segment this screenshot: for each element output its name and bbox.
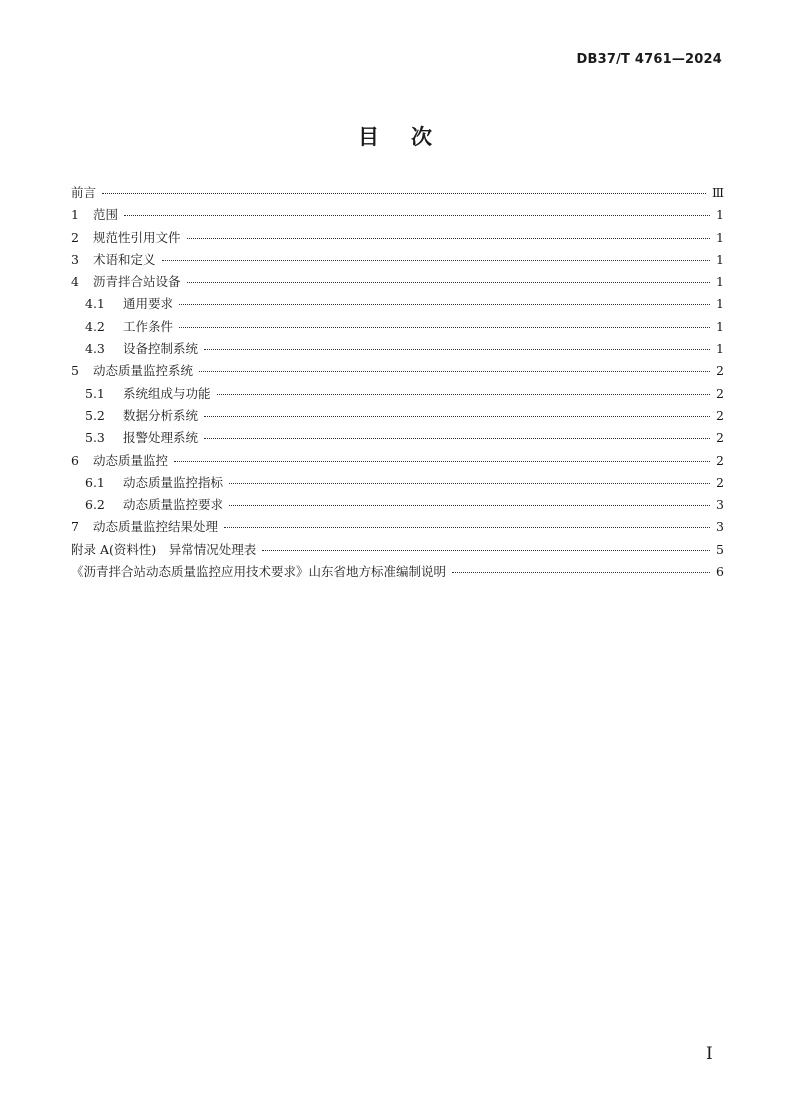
toc-entry[interactable]: [71, 451, 724, 473]
toc-dot-leader: [162, 260, 710, 261]
toc-dot-leader: [124, 215, 710, 216]
toc-entry-label: 前言: [71, 185, 97, 200]
toc-entry-page: Ⅲ: [711, 185, 724, 200]
toc-entry-label: 工作条件: [123, 318, 174, 334]
toc-entry-page: 2: [716, 430, 724, 446]
toc-entry[interactable]: [71, 406, 724, 428]
toc-entry-label: 动态质量监控系统: [93, 363, 194, 379]
toc-dot-leader: [179, 304, 710, 305]
toc-dot-leader: [229, 505, 710, 506]
toc-entry-label: 《沥青拌合站动态质量监控应用技术要求》山东省地方标准编制说明: [71, 564, 447, 580]
toc-entry-number: 1: [71, 207, 79, 223]
toc-entry-page: 6: [716, 564, 724, 580]
toc-dot-leader: [224, 527, 710, 528]
toc-entry[interactable]: [71, 384, 724, 406]
toc-entry[interactable]: [71, 339, 724, 361]
toc-dot-leader: [204, 349, 710, 350]
page-number: I: [706, 1044, 713, 1064]
toc-entry-page: 1: [716, 229, 724, 245]
toc-entry-page: 1: [716, 274, 724, 290]
toc-entry-page: 2: [716, 385, 724, 401]
toc-entry-page: 1: [716, 251, 724, 267]
toc-entry-page: 3: [716, 519, 724, 535]
toc-entry-label: 通用要求: [123, 296, 174, 312]
toc-entry-label: 附录 A(资料性) 异常情况处理表: [71, 541, 257, 557]
toc-dot-leader: [204, 438, 710, 439]
toc-dot-leader: [262, 550, 710, 551]
toc-entry[interactable]: [71, 361, 724, 383]
toc-dot-leader: [187, 238, 710, 239]
toc-entry-page: 1: [716, 318, 724, 334]
toc-entry-number: 4.3: [85, 341, 105, 357]
toc-entry[interactable]: [71, 183, 724, 205]
toc-dot-leader: [187, 282, 710, 283]
toc-entry-page: 2: [716, 452, 724, 468]
toc-entry[interactable]: [71, 205, 724, 227]
toc-entry[interactable]: [71, 495, 724, 517]
toc-dot-leader: [199, 371, 710, 372]
toc-entry-label: 范围: [93, 207, 119, 223]
toc-entry-number: 5.2: [85, 407, 105, 423]
toc-entry[interactable]: [71, 473, 724, 495]
toc-dot-leader: [217, 394, 710, 395]
toc-dot-leader: [229, 483, 710, 484]
toc-entry-number: 4: [71, 274, 79, 290]
toc-entry[interactable]: [71, 272, 724, 294]
toc-entry-label: 动态质量监控: [93, 452, 169, 468]
toc-entry-label: 术语和定义: [93, 251, 156, 267]
toc-entry-number: 4.1: [85, 296, 105, 312]
toc-entry-label: 动态质量监控要求: [123, 497, 224, 513]
toc-entry[interactable]: [71, 428, 724, 450]
toc-entry-number: 7: [71, 519, 79, 535]
toc-dot-leader: [174, 461, 710, 462]
toc-entry-label: 规范性引用文件: [93, 229, 181, 245]
toc-entry-number: 4.2: [85, 318, 105, 334]
toc-entry-number: 6.2: [85, 497, 105, 513]
toc-entry-number: 2: [71, 229, 79, 245]
toc-entry-label: 系统组成与功能: [123, 385, 211, 401]
page-title: 目次: [358, 125, 464, 149]
toc-dot-leader: [452, 572, 710, 573]
toc-entry[interactable]: [71, 317, 724, 339]
toc-entry-number: 5.3: [85, 430, 105, 446]
toc-entry-number: 6: [71, 452, 79, 468]
toc-entry-number: 5.1: [85, 385, 105, 401]
toc-entry[interactable]: [71, 250, 724, 272]
toc-entry[interactable]: [71, 294, 724, 316]
toc-entry-label: 动态质量监控结果处理: [93, 519, 219, 535]
toc-entry-label: 动态质量监控指标: [123, 474, 224, 490]
toc-entry[interactable]: [71, 540, 724, 562]
toc-entry-page: 1: [716, 296, 724, 312]
toc-dot-leader: [102, 193, 706, 194]
toc-entry-page: 3: [716, 497, 724, 513]
toc-entry-number: 5: [71, 363, 79, 379]
toc-dot-leader: [179, 327, 710, 328]
toc-entry[interactable]: [71, 228, 724, 250]
toc-entry-label: 设备控制系统: [123, 341, 199, 357]
toc-entry[interactable]: [71, 562, 724, 584]
toc-dot-leader: [204, 416, 710, 417]
toc-entry-page: 2: [716, 363, 724, 379]
toc-entry-number: 3: [71, 251, 79, 267]
toc-entry-page: 1: [716, 341, 724, 357]
document-code: DB37/T 4761—2024: [576, 52, 722, 67]
toc-entry-page: 5: [716, 541, 724, 557]
toc-entry-page: 2: [716, 474, 724, 490]
toc-entry-label: 数据分析系统: [123, 407, 199, 423]
table-of-contents: [71, 183, 724, 584]
toc-entry-number: 6.1: [85, 474, 105, 490]
toc-entry-label: 报警处理系统: [123, 430, 199, 446]
toc-entry[interactable]: [71, 517, 724, 539]
toc-entry-page: 2: [716, 407, 724, 423]
toc-entry-label: 沥青拌合站设备: [93, 274, 181, 290]
toc-entry-page: 1: [716, 207, 724, 223]
